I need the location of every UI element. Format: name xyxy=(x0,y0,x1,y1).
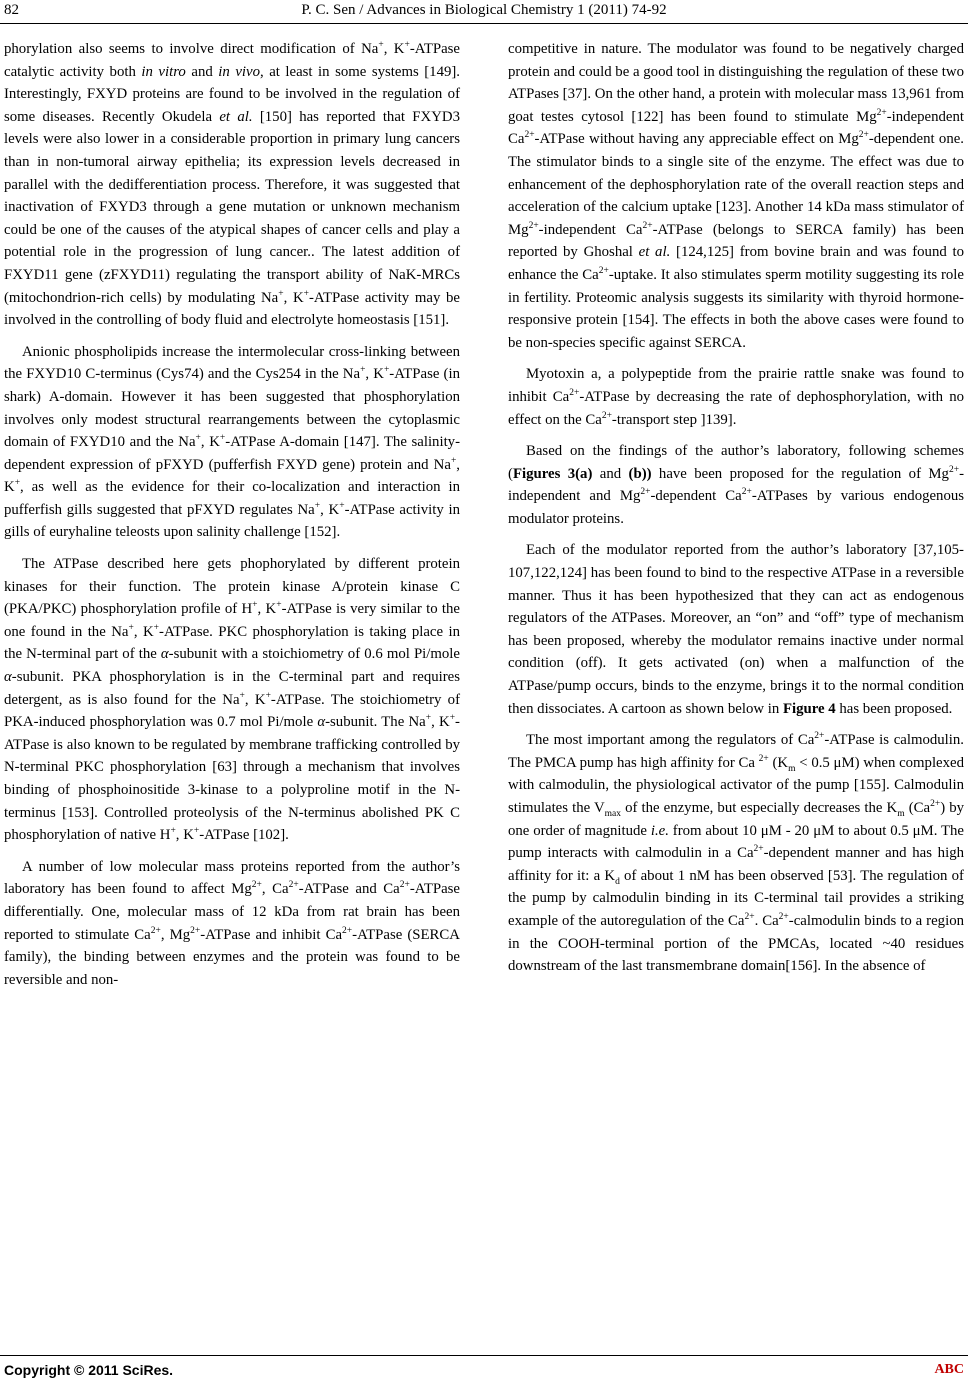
paragraph: Based on the findings of the author’s laboratory, following schemes (Figures 3(a) and (b)) have been proposed for the regulation of $Mg^{2+}$-independent and $Mg^{2+}$-dependent $Ca^{2+}$-ATPases by various endogenous modulator proteins. xyxy=(508,443,965,527)
publisher-mark: ABC xyxy=(934,1362,964,1377)
paragraph: A number of low molecular mass proteins reported from the author’s laboratory has been found to affect $Mg^{2+}$, $Ca^{2+}$-ATPase and $Ca^{2+}$-ATPase differentially. One, molecular mass of 12 kDa from rat brain has been reported to stimulate $Ca^{2+}$, $Mg^{2+}$-ATPase and inhibit $Ca^{2+}$-ATPase (SERCA family), the binding between enzymes and the protein was found to be reversible and non- xyxy=(4,858,460,988)
paragraph: Anionic phospholipids increase the intermolecular cross-linking between the FXYD10 C-terminus (Cys74) and the Cys254 in the Na+, K+-ATPase (in shark) A-domain. However it has been suggested that phosphorylation involves only modest structural rearrangements between the cytoplasmic domain of FXYD10 and the Na+, K+-ATPase A-domain [147]. The salinity-dependent expression of pFXYD (pufferfish FXYD gene) protein and Na+, K+, as well as the evidence for their co-localization and interaction in pufferfish gills suggested that pFXYD regulates Na+, K+-ATPase activity in gills of euryhaline teleosts upon salinity challenge [152]. xyxy=(4,343,461,541)
copyright-notice: Copyright © 2011 SciRes. xyxy=(4,1362,174,1378)
paragraph: phorylation also seems to involve direct modification of Na+, K+-ATPase catalytic activity both in vitro and in vivo, at least in some systems [149]. Interestingly, FXYD proteins are found to be involved in the regulation of some diseases. Recently Okudela et al. [150] has reported that FXYD3 levels were also lower in a considerable proportion in primary lung cancers than in non-tumoral airway epithelia; its expression levels decreased in parallel with the dedifferentiation process. Therefore, it was suggested that inactivation of FXYD3 through a gene mutation or unknown mechanism could be one of the causes of the atypical shapes of cancer cells and play a potential role in the progression of lung cancer.. The latest addition of FXYD11 gene (zFXYD11) regulating the transport ability of NaK-MRCs (mitochondrion-rich cells) by modulating Na+, K+-ATPase activity may be involved in the controlling of body fluid and electrolyte homeostasis [151]. xyxy=(4,40,461,329)
footer-rule xyxy=(0,1355,968,1356)
paragraph: competitive in nature. The modulator was found to be negatively charged protein and could be a good tool in distinguishing the regulation of these two ATPases [37]. On the other hand, a protein with molecular mass 13,961 from goat testes cytosol [122] has been found to stimulate $Mg^{2+}$-independent $Ca^{2+}$-ATPase without having any appreciable effect on $Mg^{2+}$-dependent one. The stimulator binds to a single site of the enzyme. The effect was due to enhancement of the dephosphorylation rate of the overall reaction steps and acceleration of the calcium uptake [123]. Another 14 kDa mass stimulator of $Mg^{2+}$-independent $Ca^{2+}$-ATPase (belongs to SERCA family) has been reported by Ghoshal et al. [124,125] from bovine brain and was found to enhance the $Ca^{2+}$-uptake. It also stimulates sperm motility suggesting its role in fertility. Proteomic analysis suggests its similarity with thyroid hormone-responsive protein [154]. The effects in both the above cases were found to be non-species specific against SERCA. xyxy=(508,41,964,351)
paragraph: Each of the modulator reported from the author’s laboratory [37,105-107,122,124] has been found to bind to the respective ATPase in a reversible manner. Thus it has been hypothesized that they can act as endogenous regulators of the ATPases. Moreover, an “on” and “off” type of mechanism has been proposed, whereby the modulator remains inactive under normal condition (off). It gets activated (on) when a malfunction of the ATPase/pump occurs, binds to the enzyme, brings it to the normal condition then dissociates. A cartoon as shown below in Figure 4 has been proposed. xyxy=(508,542,964,717)
right-column xyxy=(508,38,964,987)
header-rule xyxy=(0,23,968,24)
paragraph: The ATPase described here gets phophorylated by different protein kinases for their function. The protein kinase A/protein kinase C (PKA/PKC) phosphorylation profile of H+, K+-ATPase is very similar to the one found in the Na+, K+-ATPase. PKC phosphorylation is taking place in the N-terminal part of the α-subunit with a stoichiometry of 0.6 mol Pi/mole α-subunit. PKA phosphorylation is in the C-terminal part and requires detergent, as is also found for the Na+, K+-ATPase. The stoichiometry of PKA-induced phosphorylation was 0.7 mol Pi/mole α-subunit. The Na+, K+-ATPase is also known to be regulated by membrane trafficking controlled by N-terminal PKC phosphorylation [63] through a mechanism that involves binding of phosphoinositide 3-kinase to a polyproline motif in the N-terminus [153]. Controlled proteolysis of the N-terminus abolished PK C phosphorylation of native H+, K+-ATPase [102]. xyxy=(4,556,461,844)
paragraph: The most important among the regulators of $Ca^{2+}$-ATPase is calmodulin. The PMCA pump has high affinity for Ca $^{2+}$ ($K_m < 0.5$ μM) when complexed with calmodulin, the physiological activator of the pump [155]. Calmodulin stimulates the $V_{max}$ of the enzyme, but especially decreases the $K_m$ $(Ca^{2+})$ by one order of magnitude i.e. from about 10 μM - 20 μM to about 0.5 μM. The pump interacts with calmodulin in a $Ca^{2+}$-dependent manner and has high affinity for it: a $K_d$ of about 1 nM has been observed [53]. The regulation of the pump by calmodulin binding in its C-terminal tail provides a striking example of the autoregulation of the $Ca^{2+}$. $Ca^{2+}$-calmodulin binds to a region in the COOH-terminal portion of the PMCAs, located ~40 residues downstream of the last transmembrane domain[156]. In the absence of xyxy=(508,731,964,975)
left-column xyxy=(4,38,460,1000)
page-number: 82 xyxy=(4,2,19,18)
paragraph: Myotoxin a, a polypeptide from the prairie rattle snake was found to inhibit $Ca^{2+}$-ATPase by decreasing the rate of dephosphorylation, with no effect on the $Ca^{2+}$-transport step ]139]. xyxy=(508,366,964,428)
running-head: P. C. Sen / Advances in Biological Chemistry 1 (2011) 74-92 xyxy=(301,2,667,18)
